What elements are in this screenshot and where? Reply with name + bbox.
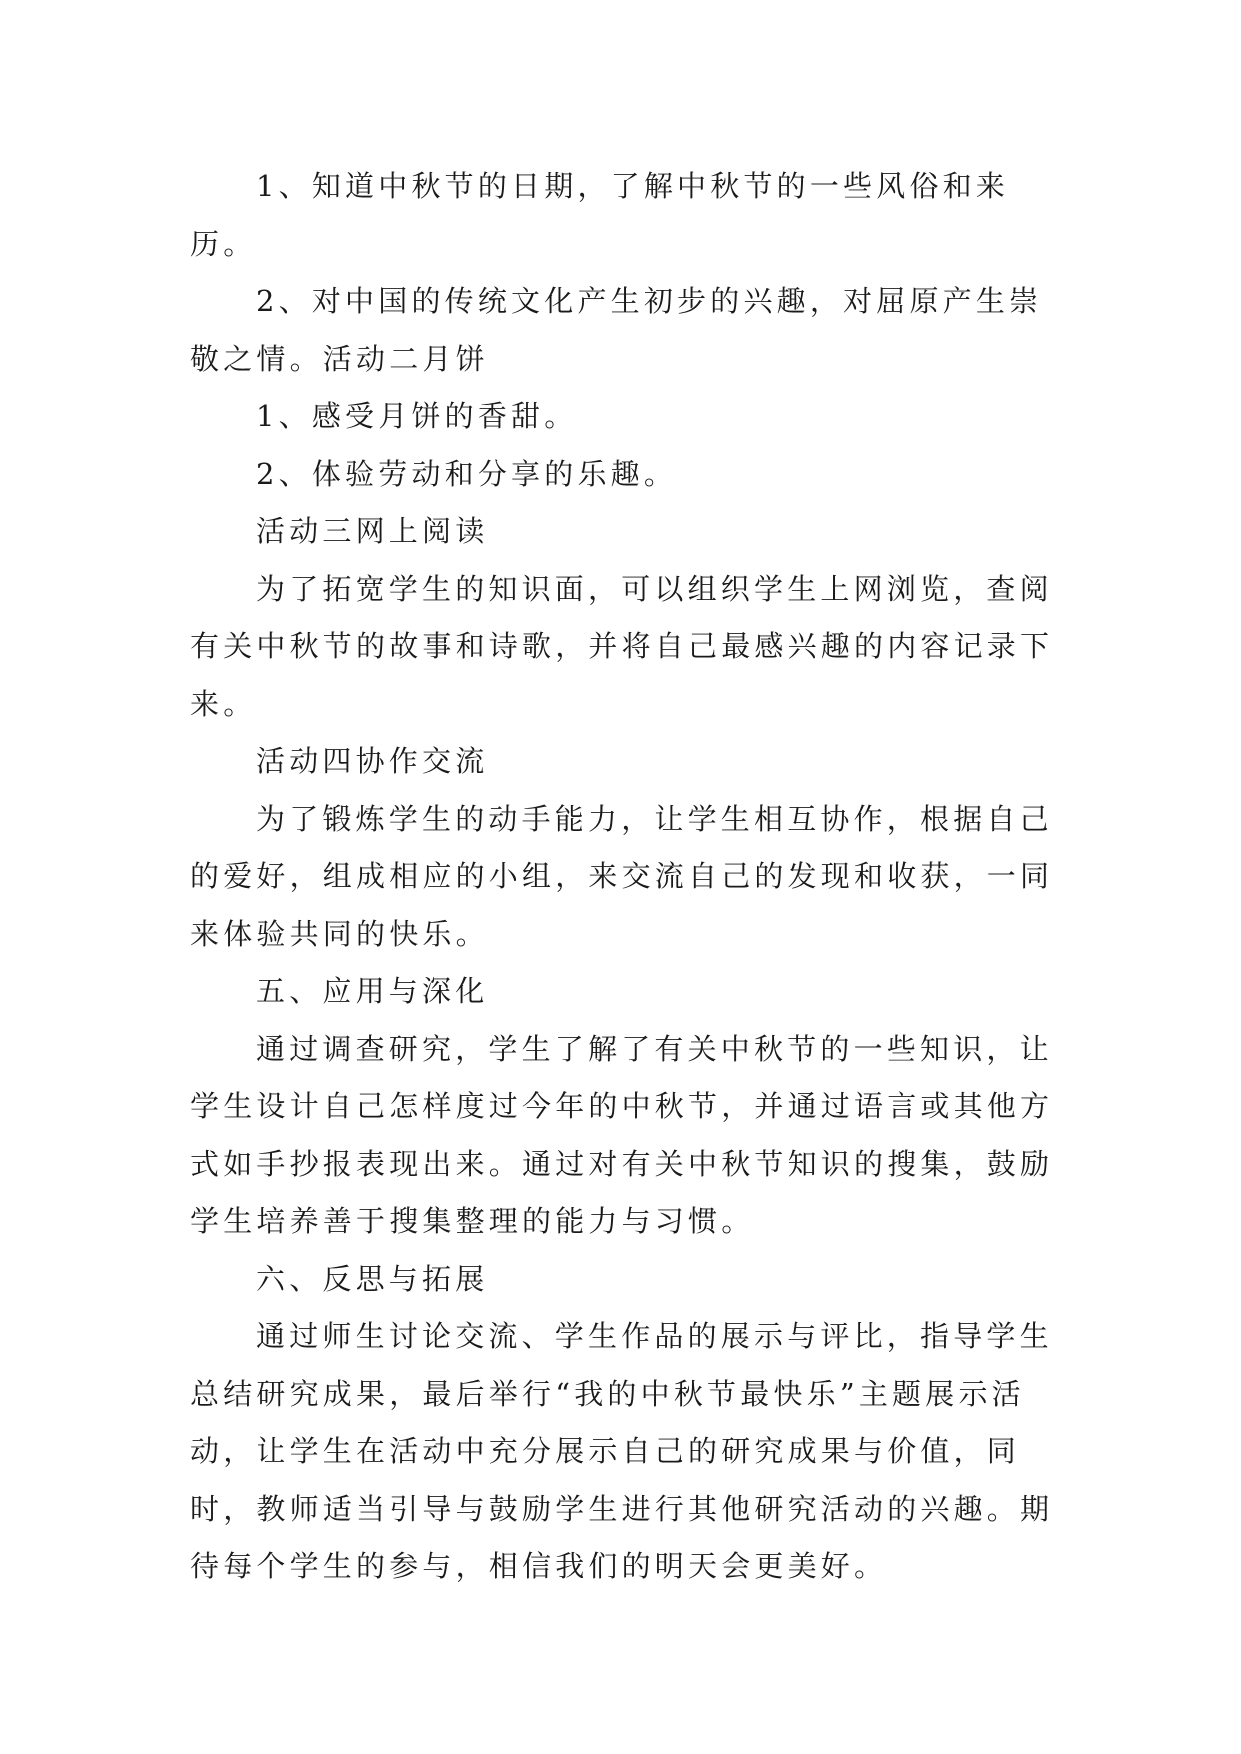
paragraph-application: 通过调查研究，学生了解了有关中秋节的一些知识，让学生设计自己怎样度过今年的中秋节，并通过语言或其他方式如手抄报表现出来。通过对有关中秋节知识的搜集，鼓励学生培养善于搜集整理的能力与习惯。 <box>190 1031 1054 1238</box>
paragraph-goal-2: 2、对中国的传统文化产生初步的兴趣，对屈原产生崇敬之情。活动二月饼 <box>190 284 1043 376</box>
paragraph-online-reading: 为了拓宽学生的知识面，可以组织学生上网浏览，查阅有关中秋节的故事和诗歌，并将自己最感兴趣的内容记录下来。 <box>190 571 1054 721</box>
heading-section-6: 六、反思与拓展 <box>256 1261 489 1296</box>
document-body <box>190 158 1060 1596</box>
paragraph-collaboration: 为了锻炼学生的动手能力，让学生相互协作，根据自己的爱好，组成相应的小组，来交流自己的发现和收获，一同来体验共同的快乐。 <box>190 801 1054 951</box>
heading-activity-4: 活动四协作交流 <box>256 744 489 778</box>
paragraph-reflection: 通过师生讨论交流、学生作品的展示与评比，指导学生总结研究成果，最后举行“我的中秋节最快乐”主题展示活动，让学生在活动中充分展示自己的研究成果与价值，同时，教师适当引导与鼓励学生进行其他研究活动的兴趣。期待每个学生的参与，相信我们的明天会更美好。 <box>190 1319 1054 1583</box>
paragraph-goal-1: 1、知道中秋节的日期，了解中秋节的一些风俗和来历。 <box>190 169 1010 261</box>
paragraph-mooncake-1: 1、感受月饼的香甜。 <box>256 399 578 433</box>
paragraph-mooncake-2: 2、体验劳动和分享的乐趣。 <box>256 456 678 491</box>
heading-section-5: 五、应用与深化 <box>256 974 489 1008</box>
heading-activity-3: 活动三网上阅读 <box>256 514 489 548</box>
